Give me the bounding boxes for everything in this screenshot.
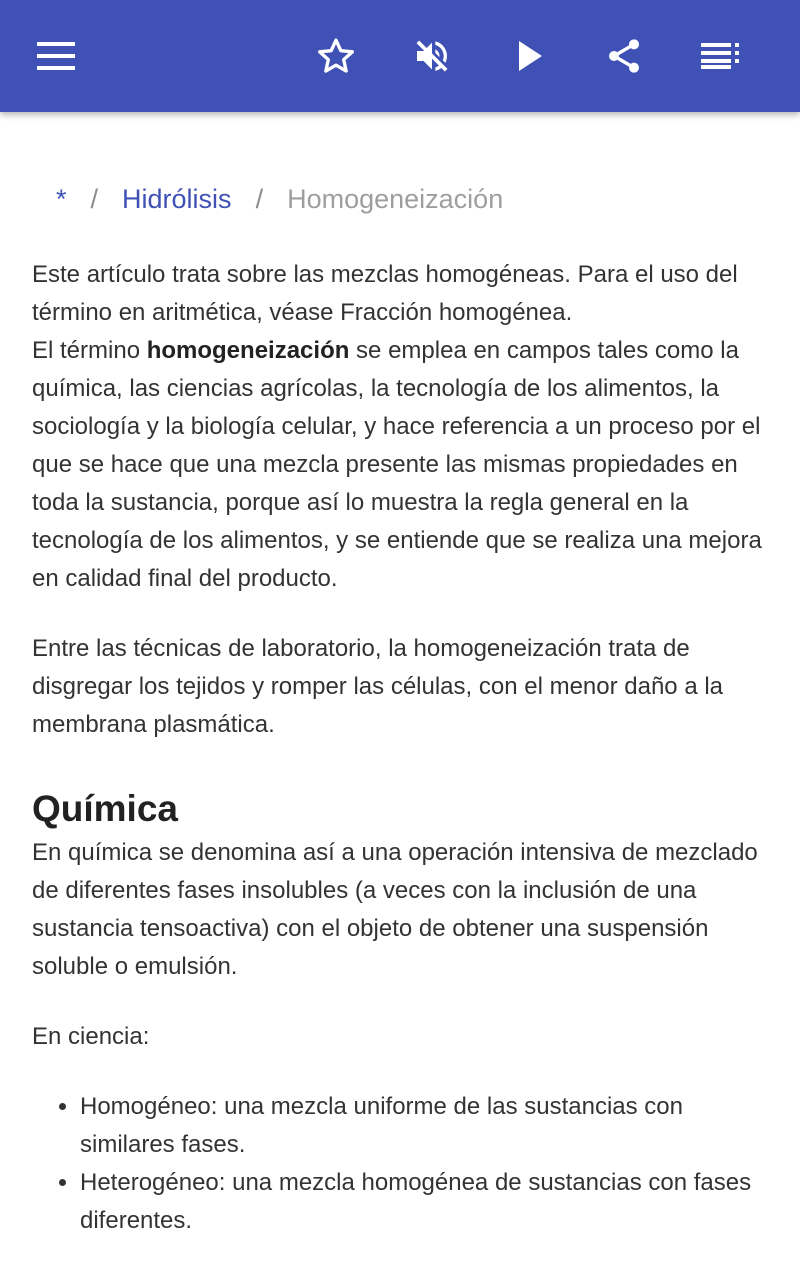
- volume-off-icon: [412, 36, 452, 76]
- intro-text-end: se emplea en campos tales como la química, las ciencias agrícolas, la tecnología de los alimentos, la sociología y la biología celular, y hace referencia a un proceso por el que se hace que una mezcla presente las mismas propiedades en toda la sustancia, porque así lo muestra la regla general en la tecnología de los alimentos, y se entiende que se realiza una mejora en calidad final del producto.: [32, 337, 762, 592]
- breadcrumb-parent-link[interactable]: Hidrólisis: [122, 184, 232, 214]
- breadcrumb-separator: /: [255, 184, 264, 214]
- science-list: [32, 1088, 768, 1240]
- play-button[interactable]: [502, 28, 558, 84]
- menu-icon: [37, 42, 75, 70]
- article-content[interactable]: [0, 112, 800, 1280]
- intro-note: Este artículo trata sobre las mezclas homogéneas. Para el uso del término en aritmética, véase Fracción homogénea.: [32, 261, 738, 326]
- play-icon: [516, 39, 544, 73]
- mute-button[interactable]: [404, 28, 460, 84]
- star-outline-icon: [315, 36, 357, 76]
- intro-term: homogeneización: [146, 337, 350, 364]
- science-paragraph: En ciencia:: [32, 1023, 150, 1050]
- section-heading-quimica: Química: [32, 788, 178, 829]
- favorite-button[interactable]: [308, 28, 364, 84]
- lab-paragraph: Entre las técnicas de laboratorio, la homogeneización trata de disgregar los tejidos y romper las células, con el menor daño a la membrana plasmática.: [32, 635, 724, 738]
- intro-paragraph: [32, 332, 768, 598]
- list-menu-icon: [701, 43, 739, 69]
- article-body: [32, 256, 768, 1240]
- list-item: • Homogéneo: una mezcla uniforme de las sustancias con similares fases.: [80, 1088, 768, 1164]
- app-toolbar: [0, 0, 800, 112]
- share-button[interactable]: [596, 28, 652, 84]
- breadcrumb-current: Homogeneización: [287, 184, 504, 214]
- breadcrumb-separator: /: [90, 184, 99, 214]
- contents-button[interactable]: [692, 28, 748, 84]
- breadcrumb: [56, 182, 503, 216]
- share-icon: [604, 35, 644, 77]
- list-item: • Heterogéneo: una mezcla homogénea de sustancias con fases diferentes.: [80, 1164, 768, 1240]
- breadcrumb-home-link[interactable]: *: [56, 184, 67, 214]
- chemistry-paragraph: En química se denomina así a una operación intensiva de mezclado de diferentes fases insolubles (a veces con la inclusión de una sustancia tensoactiva) con el objeto de obtener una suspensión soluble o emulsión.: [32, 839, 758, 980]
- intro-text-start: El término: [32, 337, 147, 364]
- menu-button[interactable]: [28, 28, 84, 84]
